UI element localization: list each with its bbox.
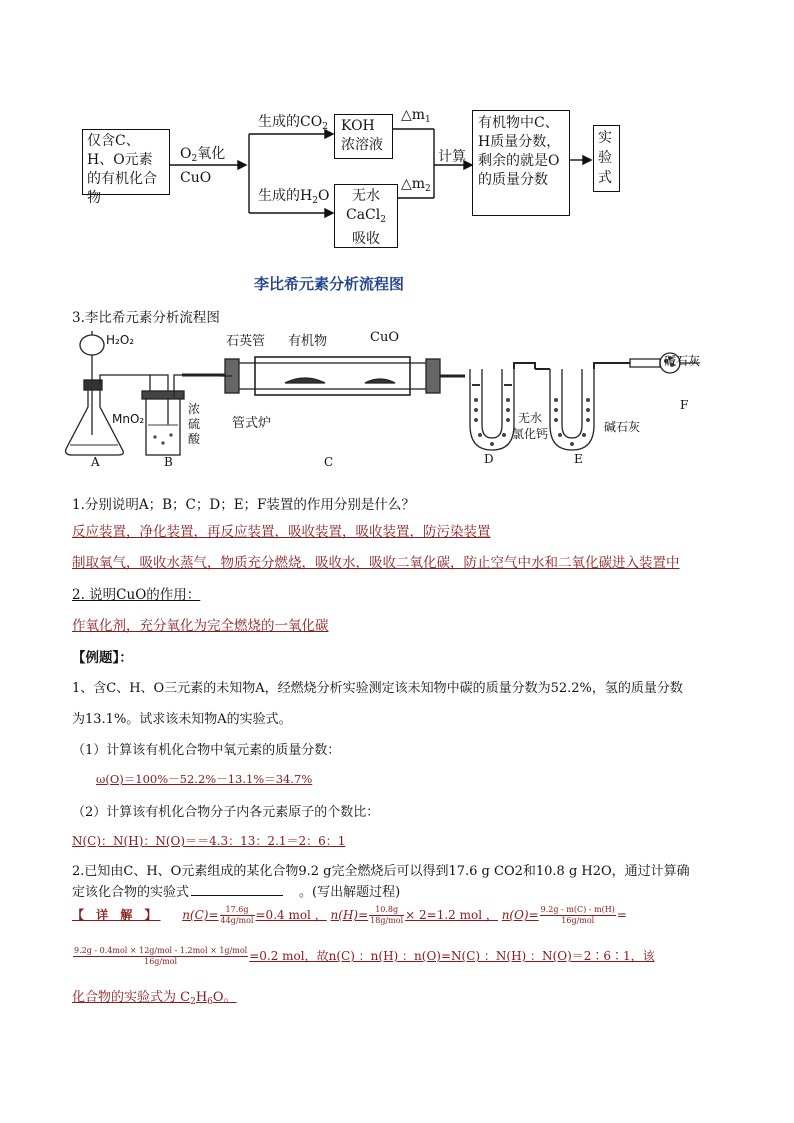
result-box: 有机物中C、H质量分数，剩余的就是O的质量分数 [472, 110, 570, 216]
question-2: 2. 说明CuO的作用： [72, 587, 201, 603]
flow-start-text: 仅含C、H、O元素的有机化合物 [87, 133, 157, 206]
answer-1-line-1: 反应装置，净化装置，再反应装置，吸收装置，吸收装置，防污染装置 [72, 524, 491, 540]
answer-blank [191, 883, 283, 896]
label-mno2: MnO₂ [112, 412, 145, 426]
letter-d: D [484, 452, 494, 466]
label-soda-lime-e: 碱石灰 [604, 420, 641, 434]
h2o-label: 生成的$H_2O$ [258, 188, 330, 206]
example-1-sub-q1: （1）计算该有机化合物中氧元素的质量分数： [72, 743, 341, 758]
example-1-sub-q2: （2）计算该有机化合物分子内各元素原子的个数比： [72, 805, 380, 820]
example-1-sub-a2: N(C)：N(H)：N(O)＝＝4.3：13：2.1＝2：6：1 [72, 834, 346, 848]
detail-line-2: $\frac{\text{9.2g - 0.4mol × 12g/mol - 1.2mol × 1g/mol}}{\text{16g/mol}}$ =0.2 mol，故n(C) ：n(H) ：n(O)=N(C) ：N(H) ：N(O)＝2∶6∶1，该 [74, 946, 655, 966]
label-conc-acid: 浓 硫 酸 [188, 402, 201, 446]
calc-label: 计算 [438, 149, 466, 165]
diagram-title: 李比希元素分析流程图 [254, 275, 405, 293]
koh-box: KOH浓溶液 [334, 114, 393, 159]
flow-start-box [82, 129, 170, 206]
letter-b: B [164, 455, 173, 469]
label-furnace: 管式炉 [232, 416, 272, 431]
oxidize-cuo-label: CuO [180, 170, 212, 186]
example-2-line-1: 2.已知由C、H、O元素组成的某化合物9.2 g完全燃烧后可以得到17.6 g CO2和10.8 g H2O，通过计算确 [72, 864, 690, 879]
example-2-line-2: 定该化合物的实验式 。(写出解题过程) [72, 885, 401, 900]
example-header: 【例题】： [72, 650, 133, 666]
letter-e: E [574, 452, 583, 466]
letter-f: F [680, 398, 689, 412]
label-anhydrous-cacl2: 无水 氯化钙 [512, 411, 549, 441]
example-1-line-2: 为13.1%。试求该未知物A的实验式。 [72, 712, 292, 727]
label-organic: 有机物 [288, 334, 328, 349]
detail-bracket: 【 详 解 】 [72, 908, 161, 922]
label-cuo: CuO [370, 330, 399, 345]
oxidize-label: $O_2$氧化 [180, 146, 226, 164]
example-1-sub-a1: ω(O)＝100%－52.2%－13.1%＝34.7% [96, 772, 313, 786]
section3-title: 3.李比希元素分析流程图 [72, 310, 220, 326]
co2-label: 生成的$CO_2$ [258, 114, 328, 132]
answer-1-line-2: 制取氧气，吸收水蒸气，物质充分燃烧，吸收水，吸收二氧化碳，防止空气中水和二氧化碳进入装置中 [72, 555, 680, 571]
example-1-line-1: 1、含C、H、O三元素的未知物A，经燃烧分析实验测定该未知物中碳的质量分数为52.2%，氢的质量分数 [72, 681, 683, 696]
detail-line-1: 【 详 解 】 n(C)= $\frac{17.6g}{\text{44g/mol}}$ =0.4 mol ， n(H)= $\frac{10.8g}{\text{18g/mol}}$ × 2=1.2 mol ， n(O)= $\frac{9.2g - m(C) - m(H)}{\text{16g/mol}}$ = [72, 905, 627, 925]
question-1: 1.分别说明A；B；C；D；E；F装置的作用分别是什么？ [72, 497, 415, 513]
delta-m2: $\triangle m_2$ [401, 176, 431, 194]
label-quartz: 石英管 [226, 334, 266, 349]
letter-a: A [91, 455, 100, 469]
cacl2-box: 无水 CaCl$_2$ 吸收 [334, 184, 398, 248]
label-h2o2: H₂O₂ [106, 333, 135, 347]
final-box: 实验式 [593, 125, 620, 192]
delta-m1: $\triangle m_1$ [401, 107, 431, 125]
letter-c: C [324, 455, 334, 469]
label-soda-lime-f: 碱石灰 [664, 354, 701, 368]
answer-2: 作氧化剂，充分氧化为完全燃烧的一氧化碳 [72, 618, 329, 634]
detail-line-3: 化合物的实验式为 $C_2H_6O$。 [72, 990, 237, 1007]
apparatus-diagram [60, 325, 740, 475]
